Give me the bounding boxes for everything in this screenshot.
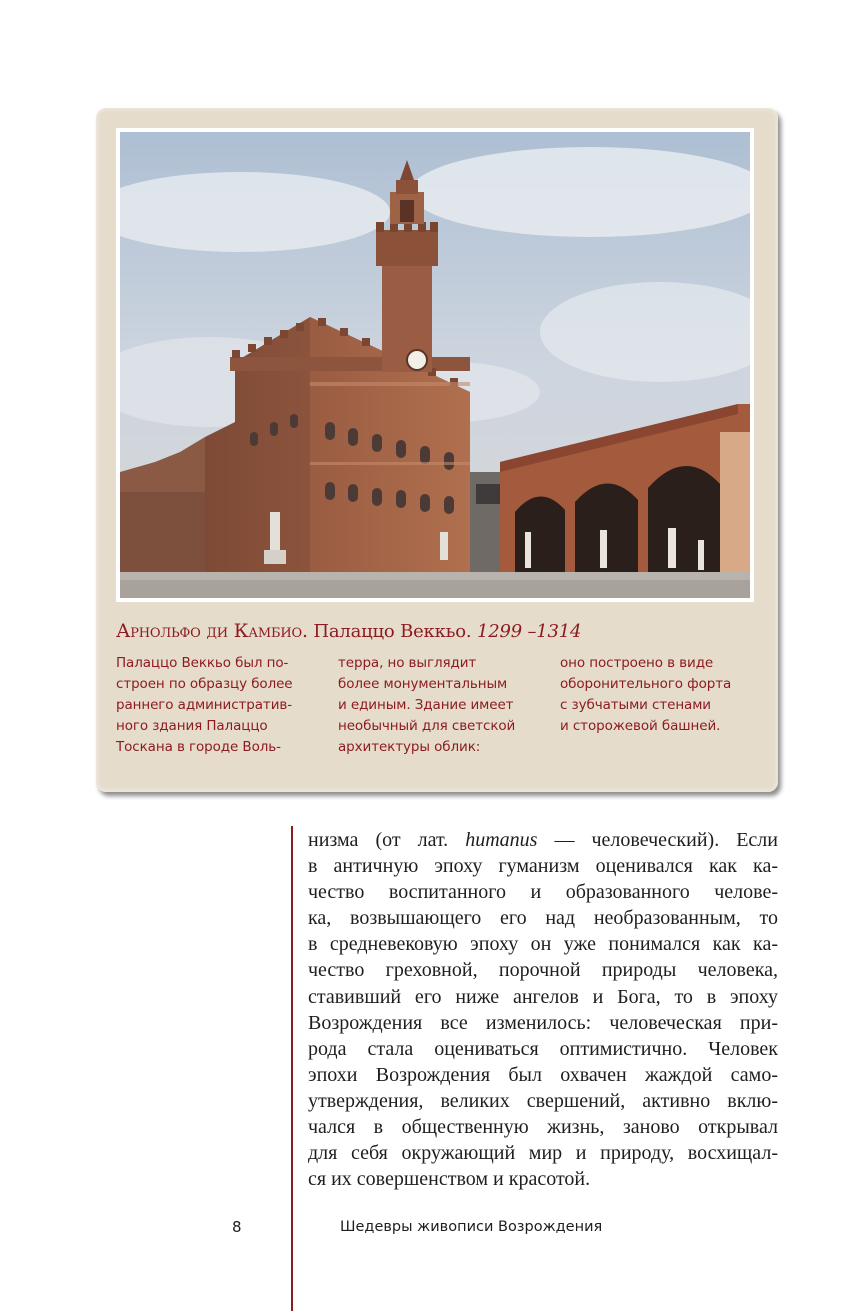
body-line-segment: в античную эпоху гуманизм оценивался как ка- (308, 855, 778, 878)
body-line (308, 1114, 778, 1140)
caption-work: Палаццо Веккьо. (313, 621, 472, 642)
body-line (308, 879, 778, 905)
body-line-segment: рода стала оцениваться оптимистично. Человек (308, 1037, 778, 1060)
body-line (308, 1166, 778, 1192)
caption-dates: 1299 –1314 (476, 621, 582, 642)
photo-frame (116, 128, 754, 602)
body-line-segment: для себя окружающий мир и природу, восхищал- (308, 1142, 778, 1165)
body-line-segment: Возрождения все изменилось: человеческая при- (308, 1011, 778, 1034)
body-line (308, 827, 778, 853)
body-line (308, 1062, 778, 1088)
page-number: 8 (232, 1218, 242, 1236)
body-line (308, 905, 778, 931)
body-line (308, 853, 778, 879)
body-line-segment: в средневековую эпоху он уже понимался как ка- (308, 933, 778, 956)
caption-author: Арнольфо ди Камбио. (116, 620, 308, 642)
vertical-rule (291, 826, 293, 1311)
palazzo-vecchio-photo (120, 132, 750, 598)
body-line-segment: утверждения, великих свершений, активно вклю- (308, 1089, 778, 1112)
running-head: Шедевры живописи Возрождения (340, 1219, 603, 1235)
caption-column-1: Палаццо Веккьо был по- строен по образцу более раннего административ- ного здания Палаццо Тоскана в городе Воль- (116, 655, 293, 755)
body-line-segment: ка, возвышающего его над необразованным, то (308, 907, 778, 930)
body-line (308, 957, 778, 983)
body-text (308, 827, 778, 1192)
body-line (308, 1036, 778, 1062)
caption-column-3: оно построено в виде оборонительного форта с зубчатыми стенами и сторожевой башней. (560, 655, 732, 734)
body-line (308, 931, 778, 957)
body-line-segment: чество воспитанного и образованного челове- (308, 881, 778, 904)
body-line (308, 1140, 778, 1166)
body-line-segment: ся их совершенством и красотой. (308, 1168, 591, 1191)
body-line (308, 984, 778, 1010)
body-line-segment: чался в общественную жизнь, заново открывал (308, 1116, 778, 1139)
body-line-segment: чество греховной, порочной природы человека, (308, 959, 778, 982)
body-line-segment: humanus (465, 829, 538, 851)
caption-column-2: терра, но выглядит более монументальным и единым. Здание имеет необычный для светской архитектуры облик: (338, 655, 516, 755)
illustration-card (96, 108, 778, 792)
body-line-segment: — человеческий). Если (537, 829, 778, 851)
body-line-segment: ставивший его ниже ангелов и Бога, то в эпоху (308, 985, 778, 1008)
body-line-segment: низма (от лат. (308, 829, 466, 851)
body-line-segment: эпохи Возрождения был охвачен жаждой само- (308, 1063, 778, 1086)
caption-title (116, 620, 756, 642)
body-line (308, 1088, 778, 1114)
body-line (308, 1010, 778, 1036)
